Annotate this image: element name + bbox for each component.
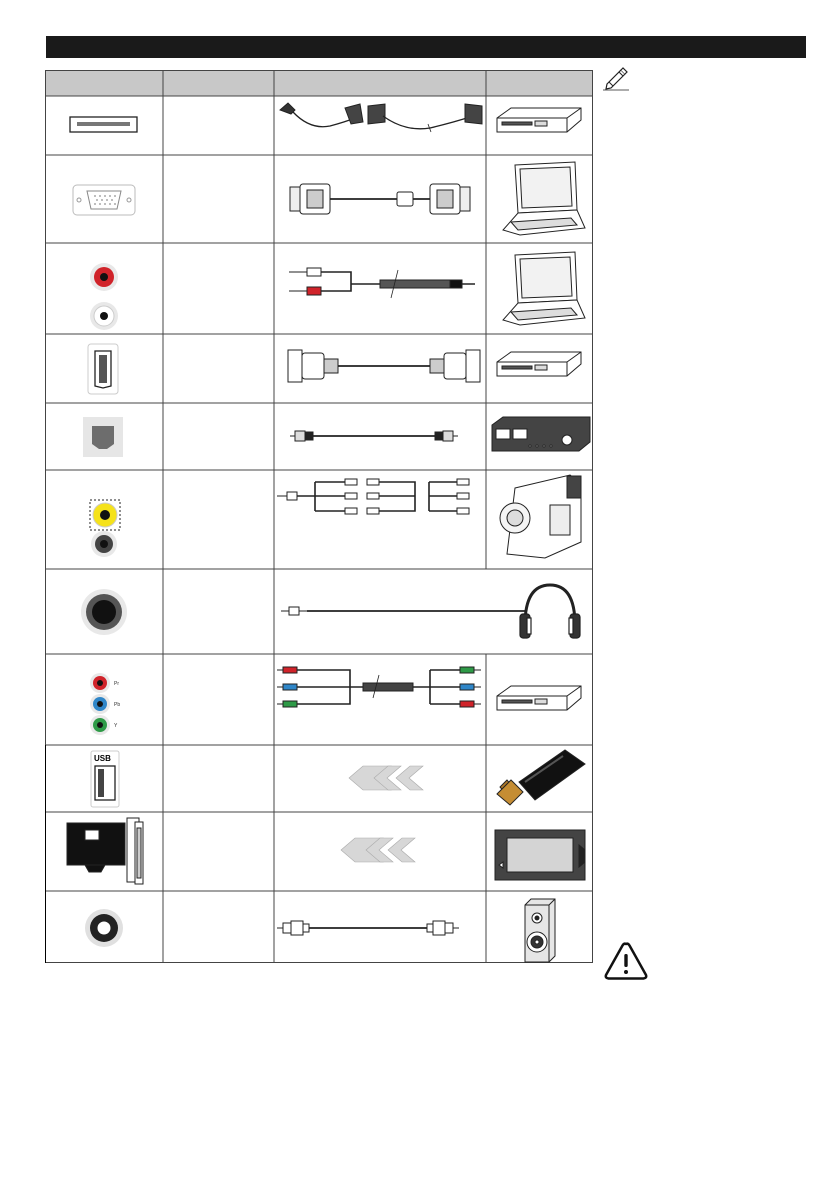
pr-label: Pr <box>114 681 119 687</box>
component-cable-icon <box>277 667 481 707</box>
dvd-player-icon <box>497 108 581 132</box>
subwoofer-icon <box>525 899 555 962</box>
headphone-socket-icon <box>81 589 127 635</box>
pb-label: Pb <box>114 702 121 708</box>
vga-socket-icon <box>73 185 135 215</box>
ci-slot-icon <box>67 818 143 884</box>
cam-module-icon <box>495 830 585 880</box>
vga-cable-icon <box>290 184 470 214</box>
component-sockets-icon <box>90 673 120 735</box>
pc-audio-sockets-icon <box>90 263 118 330</box>
blu-ray-player-icon <box>497 352 581 376</box>
rca-cable-icon <box>277 921 459 935</box>
insert-arrows-icon <box>341 838 415 862</box>
av-cable-icon <box>277 479 469 514</box>
table-header-row <box>45 70 593 96</box>
av-sockets-icon <box>90 500 120 557</box>
section-title-bar <box>46 36 806 58</box>
connections-table <box>45 70 593 963</box>
dvd-player-icon <box>497 686 581 710</box>
scart-socket-icon <box>70 117 137 132</box>
usb-label: USB <box>94 754 111 763</box>
warning-triangle-icon <box>603 941 649 981</box>
laptop-icon <box>503 252 585 325</box>
pencil-note-icon <box>601 62 631 92</box>
hdmi-cable-icon <box>288 350 480 382</box>
scart-cable-icon <box>280 103 482 132</box>
headphones-icon <box>520 585 580 638</box>
usb-stick-icon <box>497 750 585 805</box>
y-label: Y <box>114 723 118 729</box>
hdmi-socket-icon <box>88 344 118 394</box>
spdif-optical-socket-icon <box>83 417 123 457</box>
optical-cable-icon <box>290 431 458 441</box>
subwoofer-socket-icon <box>85 909 123 947</box>
amplifier-icon <box>492 417 590 451</box>
laptop-icon <box>503 162 585 235</box>
headphone-cable-icon <box>281 607 525 615</box>
insert-arrows-icon <box>349 766 423 790</box>
camcorder-icon <box>500 475 581 558</box>
audio-jack-to-rca-cable-icon <box>289 268 475 298</box>
usb-socket-icon <box>91 751 119 807</box>
